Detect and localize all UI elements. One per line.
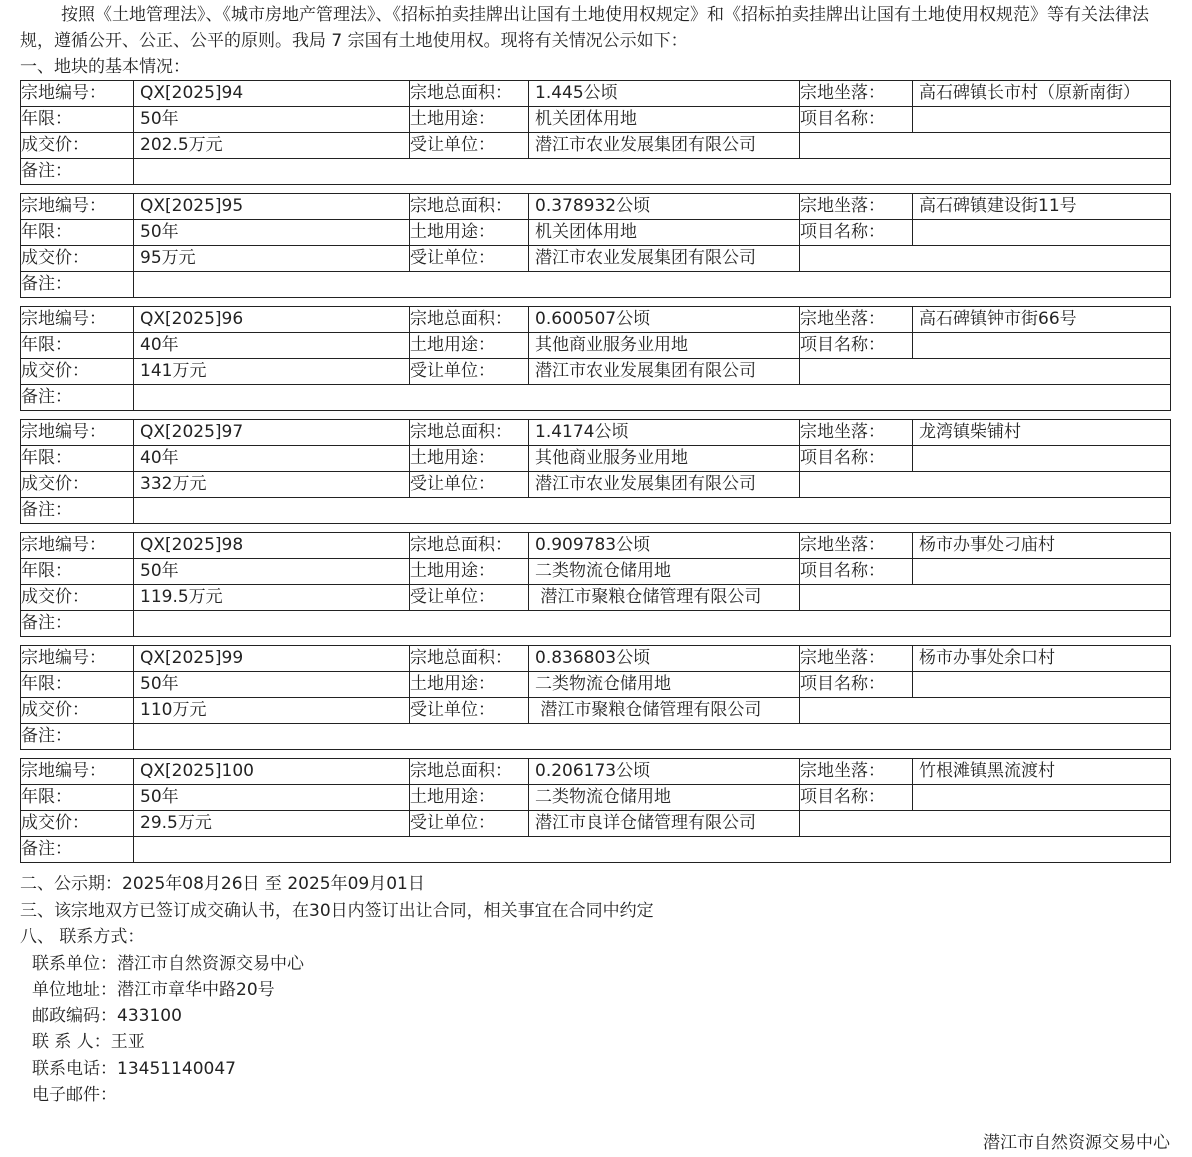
parcel-buyer: 潜江市农业发展集团有限公司 — [529, 472, 800, 498]
label-area: 宗地总面积： — [410, 759, 529, 785]
label-id: 宗地编号： — [21, 307, 134, 333]
parcel-row-remark — [21, 159, 1171, 185]
parcel-usage: 其他商业服务业用地 — [529, 333, 800, 359]
label-id: 宗地编号： — [21, 533, 134, 559]
label-price: 成交价： — [21, 585, 134, 611]
parcel-price: 119.5万元 — [134, 585, 410, 611]
parcel-row-id — [21, 759, 1171, 785]
parcel-empty-cell — [800, 472, 1171, 498]
label-location: 宗地坐落： — [800, 81, 913, 107]
label-remark: 备注： — [21, 837, 134, 863]
parcel-row-id — [21, 307, 1171, 333]
label-location: 宗地坐落： — [800, 307, 913, 333]
parcel-buyer: 潜江市农业发展集团有限公司 — [529, 246, 800, 272]
label-price: 成交价： — [21, 811, 134, 837]
label-term: 年限： — [21, 785, 134, 811]
parcel-row-id — [21, 81, 1171, 107]
parcel-row-term — [21, 333, 1171, 359]
parcel-empty-cell — [800, 698, 1171, 724]
parcel-table — [20, 758, 1171, 863]
parcel-price: 29.5万元 — [134, 811, 410, 837]
parcel-project — [913, 785, 1171, 811]
parcel-buyer: 潜江市良详仓储管理有限公司 — [529, 811, 800, 837]
parcel-term: 50年 — [134, 559, 410, 585]
label-buyer: 受让单位： — [410, 698, 529, 724]
parcel-project — [913, 220, 1171, 246]
parcel-term: 50年 — [134, 220, 410, 246]
label-term: 年限： — [21, 107, 134, 133]
parcel-row-term — [21, 220, 1171, 246]
parcel-row-id — [21, 194, 1171, 220]
parcel-location: 杨市办事处余口村 — [913, 646, 1171, 672]
label-id: 宗地编号： — [21, 646, 134, 672]
label-price: 成交价： — [21, 698, 134, 724]
parcel-location: 高石碑镇建设街11号 — [913, 194, 1171, 220]
parcel-location: 高石碑镇长市村（原新南街） — [913, 81, 1171, 107]
parcel-project — [913, 672, 1171, 698]
label-usage: 土地用途： — [410, 333, 529, 359]
parcel-project — [913, 559, 1171, 585]
parcel-project — [913, 446, 1171, 472]
parcel-empty-cell — [800, 133, 1171, 159]
label-buyer: 受让单位： — [410, 246, 529, 272]
label-term: 年限： — [21, 333, 134, 359]
parcel-row-remark — [21, 837, 1171, 863]
contact-title: 八、 联系方式： — [20, 927, 145, 947]
label-location: 宗地坐落： — [800, 759, 913, 785]
contact-person: 联 系 人：王亚 — [32, 1032, 145, 1053]
parcel-row-remark — [21, 272, 1171, 298]
label-area: 宗地总面积： — [410, 81, 529, 107]
parcel-area: 1.4174公顷 — [529, 420, 800, 446]
label-usage: 土地用途： — [410, 672, 529, 698]
parcel-usage: 机关团体用地 — [529, 107, 800, 133]
parcel-location: 高石碑镇钟市街66号 — [913, 307, 1171, 333]
parcel-usage: 二类物流仓储用地 — [529, 785, 800, 811]
label-project: 项目名称： — [800, 333, 913, 359]
contact-phone: 联系电话：13451140047 — [32, 1058, 236, 1079]
parcel-row-id — [21, 420, 1171, 446]
label-usage: 土地用途： — [410, 220, 529, 246]
parcel-table — [20, 193, 1171, 298]
parcel-row-remark — [21, 724, 1171, 750]
parcel-buyer: 潜江市农业发展集团有限公司 — [529, 133, 800, 159]
parcel-row-id — [21, 646, 1171, 672]
parcel-table — [20, 419, 1171, 524]
parcel-row-term — [21, 785, 1171, 811]
contact-email: 电子邮件： — [32, 1084, 117, 1105]
parcel-remark — [134, 724, 1171, 750]
parcel-row-price — [21, 811, 1171, 837]
label-term: 年限： — [21, 220, 134, 246]
parcel-area: 0.600507公顷 — [529, 307, 800, 333]
parcel-row-price — [21, 698, 1171, 724]
parcel-row-term — [21, 672, 1171, 698]
label-project: 项目名称： — [800, 785, 913, 811]
parcel-id: QX[2025]98 — [134, 533, 410, 559]
parcel-usage: 二类物流仓储用地 — [529, 672, 800, 698]
parcel-row-price — [21, 133, 1171, 159]
parcel-location: 龙湾镇柴铺村 — [913, 420, 1171, 446]
label-buyer: 受让单位： — [410, 811, 529, 837]
label-usage: 土地用途： — [410, 559, 529, 585]
parcel-location: 竹根滩镇黑流渡村 — [913, 759, 1171, 785]
parcel-usage: 其他商业服务业用地 — [529, 446, 800, 472]
parcel-buyer: 潜江市聚粮仓储管理有限公司 — [529, 698, 800, 724]
label-location: 宗地坐落： — [800, 194, 913, 220]
label-buyer: 受让单位： — [410, 585, 529, 611]
parcel-remark — [134, 837, 1171, 863]
parcel-area: 0.909783公顷 — [529, 533, 800, 559]
label-area: 宗地总面积： — [410, 307, 529, 333]
parcel-empty-cell — [800, 585, 1171, 611]
label-remark: 备注： — [21, 498, 134, 524]
label-remark: 备注： — [21, 385, 134, 411]
label-usage: 土地用途： — [410, 446, 529, 472]
label-project: 项目名称： — [800, 107, 913, 133]
label-area: 宗地总面积： — [410, 420, 529, 446]
label-term: 年限： — [21, 559, 134, 585]
label-usage: 土地用途： — [410, 785, 529, 811]
section1-title: 一、地块的基本情况： — [20, 57, 190, 77]
label-project: 项目名称： — [800, 446, 913, 472]
parcel-usage: 机关团体用地 — [529, 220, 800, 246]
label-id: 宗地编号： — [21, 194, 134, 220]
parcel-table — [20, 306, 1171, 411]
label-price: 成交价： — [21, 246, 134, 272]
parcel-table — [20, 80, 1171, 185]
label-buyer: 受让单位： — [410, 472, 529, 498]
parcel-price: 332万元 — [134, 472, 410, 498]
label-remark: 备注： — [21, 272, 134, 298]
parcel-area: 0.836803公顷 — [529, 646, 800, 672]
parcel-id: QX[2025]99 — [134, 646, 410, 672]
parcel-remark — [134, 159, 1171, 185]
label-buyer: 受让单位： — [410, 359, 529, 385]
label-project: 项目名称： — [800, 220, 913, 246]
parcel-id: QX[2025]96 — [134, 307, 410, 333]
label-price: 成交价： — [21, 133, 134, 159]
parcel-row-remark — [21, 385, 1171, 411]
parcel-id: QX[2025]100 — [134, 759, 410, 785]
parcel-project — [913, 333, 1171, 359]
parcel-term: 40年 — [134, 446, 410, 472]
label-remark: 备注： — [21, 724, 134, 750]
parcel-row-price — [21, 472, 1171, 498]
label-id: 宗地编号： — [21, 759, 134, 785]
parcel-table — [20, 645, 1171, 750]
label-price: 成交价： — [21, 359, 134, 385]
parcel-remark — [134, 498, 1171, 524]
parcel-buyer: 潜江市聚粮仓储管理有限公司 — [529, 585, 800, 611]
parcel-id: QX[2025]95 — [134, 194, 410, 220]
label-term: 年限： — [21, 672, 134, 698]
parcel-empty-cell — [800, 246, 1171, 272]
parcel-row-term — [21, 559, 1171, 585]
contract-note: 三、该宗地双方已签订成交确认书，在30日内签订出让合同，相关事宜在合同中约定 — [20, 900, 654, 921]
intro-paragraph: 按照《土地管理法》、《城市房地产管理法》、《招标拍卖挂牌出让国有土地使用权规定》和《招标拍卖挂牌出让国有土地使用权规范》等有关法律法规，遵循公开、公正、公平的原则。我局 7 宗国有土地使用权。现将有关情况公示如下： — [20, 5, 1149, 51]
announcement — [20, 2, 1170, 1108]
label-id: 宗地编号： — [21, 420, 134, 446]
label-project: 项目名称： — [800, 559, 913, 585]
parcel-id: QX[2025]97 — [134, 420, 410, 446]
parcel-price: 141万元 — [134, 359, 410, 385]
label-id: 宗地编号： — [21, 81, 134, 107]
parcel-row-price — [21, 246, 1171, 272]
parcel-location: 杨市办事处刁庙村 — [913, 533, 1171, 559]
parcel-remark — [134, 611, 1171, 637]
contact-postcode: 邮政编码：433100 — [32, 1006, 182, 1027]
parcel-row-price — [21, 585, 1171, 611]
parcel-empty-cell — [800, 359, 1171, 385]
parcel-price: 95万元 — [134, 246, 410, 272]
parcel-row-term — [21, 446, 1171, 472]
parcel-remark — [134, 385, 1171, 411]
label-area: 宗地总面积： — [410, 194, 529, 220]
label-price: 成交价： — [21, 472, 134, 498]
parcel-term: 50年 — [134, 672, 410, 698]
label-location: 宗地坐落： — [800, 646, 913, 672]
parcel-row-remark — [21, 498, 1171, 524]
parcel-row-id — [21, 533, 1171, 559]
label-location: 宗地坐落： — [800, 533, 913, 559]
parcel-area: 1.445公顷 — [529, 81, 800, 107]
parcel-table — [20, 532, 1171, 637]
contact-unit: 联系单位：潜江市自然资源交易中心 — [32, 953, 304, 974]
parcel-row-remark — [21, 611, 1171, 637]
label-area: 宗地总面积： — [410, 533, 529, 559]
label-location: 宗地坐落： — [800, 420, 913, 446]
parcel-remark — [134, 272, 1171, 298]
label-usage: 土地用途： — [410, 107, 529, 133]
parcel-term: 40年 — [134, 333, 410, 359]
label-area: 宗地总面积： — [410, 646, 529, 672]
publicity-period: 二、公示期：2025年08月26日 至 2025年09月01日 — [20, 874, 425, 894]
parcel-row-price — [21, 359, 1171, 385]
label-buyer: 受让单位： — [410, 133, 529, 159]
parcel-buyer: 潜江市农业发展集团有限公司 — [529, 359, 800, 385]
parcel-usage: 二类物流仓储用地 — [529, 559, 800, 585]
parcel-area: 0.378932公顷 — [529, 194, 800, 220]
parcel-term: 50年 — [134, 107, 410, 133]
parcel-project — [913, 107, 1171, 133]
label-remark: 备注： — [21, 611, 134, 637]
parcel-term: 50年 — [134, 785, 410, 811]
label-remark: 备注： — [21, 159, 134, 185]
parcel-area: 0.206173公顷 — [529, 759, 800, 785]
contact-address: 单位地址：潜江市章华中路20号 — [32, 979, 275, 1000]
parcel-empty-cell — [800, 811, 1171, 837]
parcel-id: QX[2025]94 — [134, 81, 410, 107]
parcel-list — [20, 80, 1170, 863]
parcel-price: 110万元 — [134, 698, 410, 724]
parcel-price: 202.5万元 — [134, 133, 410, 159]
label-term: 年限： — [21, 446, 134, 472]
signature: 潜江市自然资源交易中心 — [983, 1133, 1170, 1153]
parcel-row-term — [21, 107, 1171, 133]
label-project: 项目名称： — [800, 672, 913, 698]
